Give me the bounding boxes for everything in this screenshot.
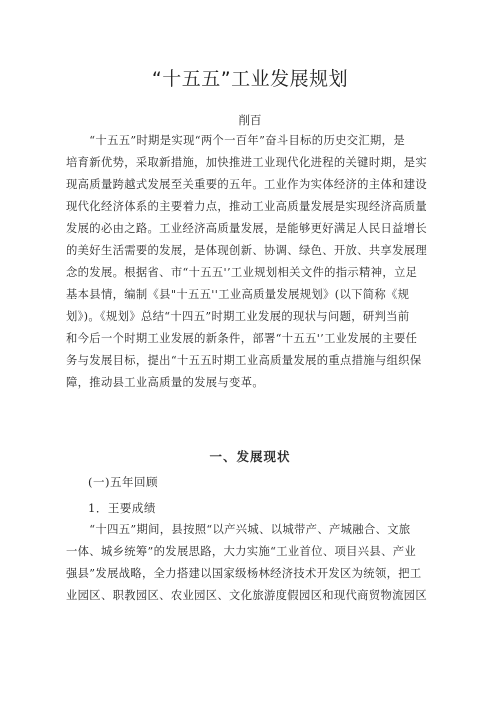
- text-line: 务与发展目标，提出“十五五时期工业高质量发展的重点措施与组织保: [66, 354, 422, 367]
- text-line: 强县”发展战略，全力搭建以国家级杨林经济技术开发区为统领，把工: [66, 567, 422, 580]
- text-line: 障，推动县工业高质量的发展与变革。: [66, 376, 264, 389]
- text-line: 现高质量跨越式发展至关重要的五年。工业作为实体经济的主体和建设: [66, 178, 428, 191]
- intro-paragraph: [66, 130, 438, 394]
- text-line: 发展的必由之路。工业经济高质量发展，是能够更好满足人民日益增长: [66, 222, 428, 235]
- subsubsection-heading: 1．王要成绩: [88, 501, 156, 515]
- section-paragraph: [66, 519, 438, 607]
- text-line: 和今后一个时期工业发展的新条件，部署“十五五'’工业发展的主要任: [66, 332, 418, 345]
- text-line: 业园区、职教园区、农业园区、文化旅游度假园区和现代商贸物流园区: [66, 589, 428, 602]
- text-line: 现代化经济体系的主要着力点，推动工业高质量发展是实现经济高质量: [66, 200, 428, 213]
- document-title: “十五五”工业发展规划: [151, 68, 349, 90]
- text-line: 基本县情，编制《县"十五五''工业高质量发展规划》(以下简称《规: [66, 288, 410, 301]
- subsection-heading: (一)五年回顾: [88, 475, 158, 489]
- text-line: 培育新优势，采取新措施，加快推进工业现代化进程的关键时期，是实: [66, 156, 428, 169]
- text-line: 的美好生活需要的发展，是体现创新、协调、绿色、开放、共享发展理: [66, 244, 428, 257]
- preface-label: 削百: [238, 113, 262, 127]
- text-line: 划》)。《规划》总结“十四五”时期工业发展的现状与问题，研判当前: [66, 310, 410, 323]
- text-line: “十四五”期间，县按照“以产兴城、以城带产、产城融合、文旅: [66, 523, 411, 536]
- text-line: 一体、城乡统筹”的发展思路，大力实施“工业首位、项目兴县、产业: [66, 545, 417, 558]
- text-line: “十五五”时期是实现“两个一百年”奋斗目标的历史交汇期，是: [66, 134, 405, 147]
- section-heading: 一、发展现状: [209, 449, 291, 464]
- text-line: 念的发展。根据省、市“十五五'’工业规划相关文件的指示精神，立足: [66, 266, 418, 279]
